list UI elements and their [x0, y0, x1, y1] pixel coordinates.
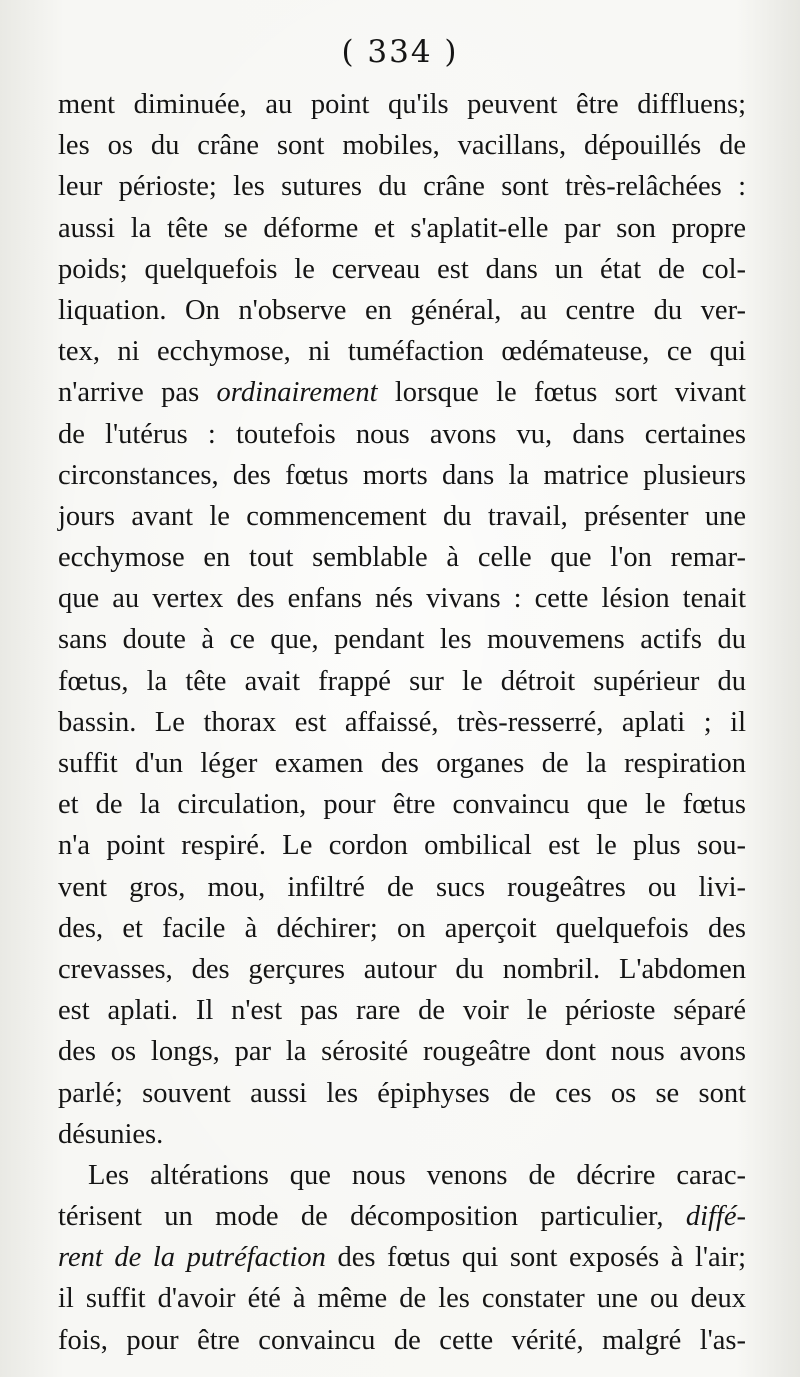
text-segment: sans doute à ce que, pendant les mouvemens actifs du [58, 624, 746, 656]
text-line [58, 743, 746, 784]
text-line [58, 166, 746, 207]
text-segment: Les altérations que nous venons de décrire carac- [88, 1159, 746, 1191]
text-line [58, 372, 746, 413]
text-segment: les os du crâne sont mobiles, vacillans, dépouillés de [58, 130, 746, 162]
text-segment: fois, pour être convaincu de cette vérité, malgré l'as- [58, 1324, 746, 1356]
text-segment: n'a point respiré. Le cordon ombilical est le plus sou- [58, 830, 746, 862]
text-line [58, 661, 746, 702]
text-line [58, 496, 746, 537]
text-segment: des os longs, par la sérosité rougeâtre dont nous avons [58, 1036, 746, 1068]
text-line [58, 1320, 746, 1361]
text-line [58, 1073, 746, 1114]
text-line [58, 537, 746, 578]
text-line [58, 331, 746, 372]
text-line [58, 949, 746, 990]
text-segment: bassin. Le thorax est affaissé, très-resserré, aplati ; il [58, 706, 746, 738]
text-segment: poids; quelquefois le cerveau est dans un état de col- [58, 253, 746, 285]
text-segment: jours avant le commencement du travail, présenter une [58, 500, 746, 532]
text-line [58, 1031, 746, 1072]
text-segment: liquation. On n'observe en général, au centre du ver- [58, 294, 746, 326]
text-segment: de l'utérus : toutefois nous avons vu, dans certaines [58, 418, 746, 450]
text-line [58, 455, 746, 496]
text-line [58, 125, 746, 166]
text-segment: des fœtus qui sont exposés à l'air; [325, 1242, 746, 1274]
text-segment: suffit d'un léger examen des organes de la respiration [58, 748, 746, 779]
text-line [58, 619, 746, 660]
text-segment: des, et facile à déchirer; on aperçoit quelquefois des [58, 912, 746, 944]
text-segment: est aplati. Il n'est pas rare de voir le périoste séparé [58, 995, 746, 1027]
text-segment: que au vertex des enfans nés vivans : cette lésion tenait [58, 583, 746, 615]
italic-text: diffé- [685, 1201, 746, 1233]
body-text [58, 84, 746, 1361]
text-segment: fœtus, la tête avait frappé sur le détroit supérieur du [58, 665, 746, 697]
text-segment: et de la circulation, pour être convaincu que le fœtus [58, 789, 746, 821]
text-line [58, 249, 746, 290]
text-segment: ment diminuée, au point qu'ils peuvent être diffluens; [58, 89, 746, 120]
text-line [58, 702, 746, 743]
text-segment: n'arrive pas [58, 377, 217, 409]
text-segment: térisent un mode de décomposition particulier, [58, 1201, 686, 1233]
text-line [58, 414, 746, 455]
text-segment: circonstances, des fœtus morts dans la matrice plusieurs [58, 459, 746, 491]
text-segment: parlé; souvent aussi les épiphyses de ces os se sont [58, 1077, 746, 1109]
text-segment: aussi la tête se déforme et s'aplatit-elle par son propre [58, 212, 746, 244]
text-line [58, 825, 746, 866]
text-line [58, 208, 746, 249]
text-line [58, 908, 746, 949]
text-line [58, 990, 746, 1031]
text-line [58, 1237, 746, 1278]
text-line [58, 784, 746, 825]
text-segment: lorsque le fœtus sort vivant [377, 377, 746, 409]
text-line [58, 1155, 746, 1196]
italic-text: ordinairement [216, 377, 378, 409]
text-line [58, 1278, 746, 1319]
text-segment: crevasses, des gerçures autour du nombril. L'abdomen [58, 953, 746, 985]
italic-text: rent de la putréfaction [58, 1242, 326, 1274]
text-segment: il suffit d'avoir été à même de les constater une ou deux [58, 1283, 746, 1315]
text-line [58, 578, 746, 619]
text-segment: leur périoste; les sutures du crâne sont très-relâchées : [58, 171, 746, 203]
text-line [58, 1114, 746, 1155]
text-segment: ecchymose en tout semblable à celle que l'on remar- [58, 542, 746, 574]
text-segment: vent gros, mou, infiltré de sucs rougeâtres ou livi- [58, 871, 746, 903]
text-line [58, 1196, 746, 1237]
text-segment: tex, ni ecchymose, ni tuméfaction œdémateuse, ce qui [58, 336, 746, 368]
text-segment: désunies. [58, 1118, 164, 1150]
text-line [58, 867, 746, 908]
text-line [58, 84, 746, 125]
text-line [58, 290, 746, 331]
page-number: ( 334 ) [341, 34, 459, 70]
